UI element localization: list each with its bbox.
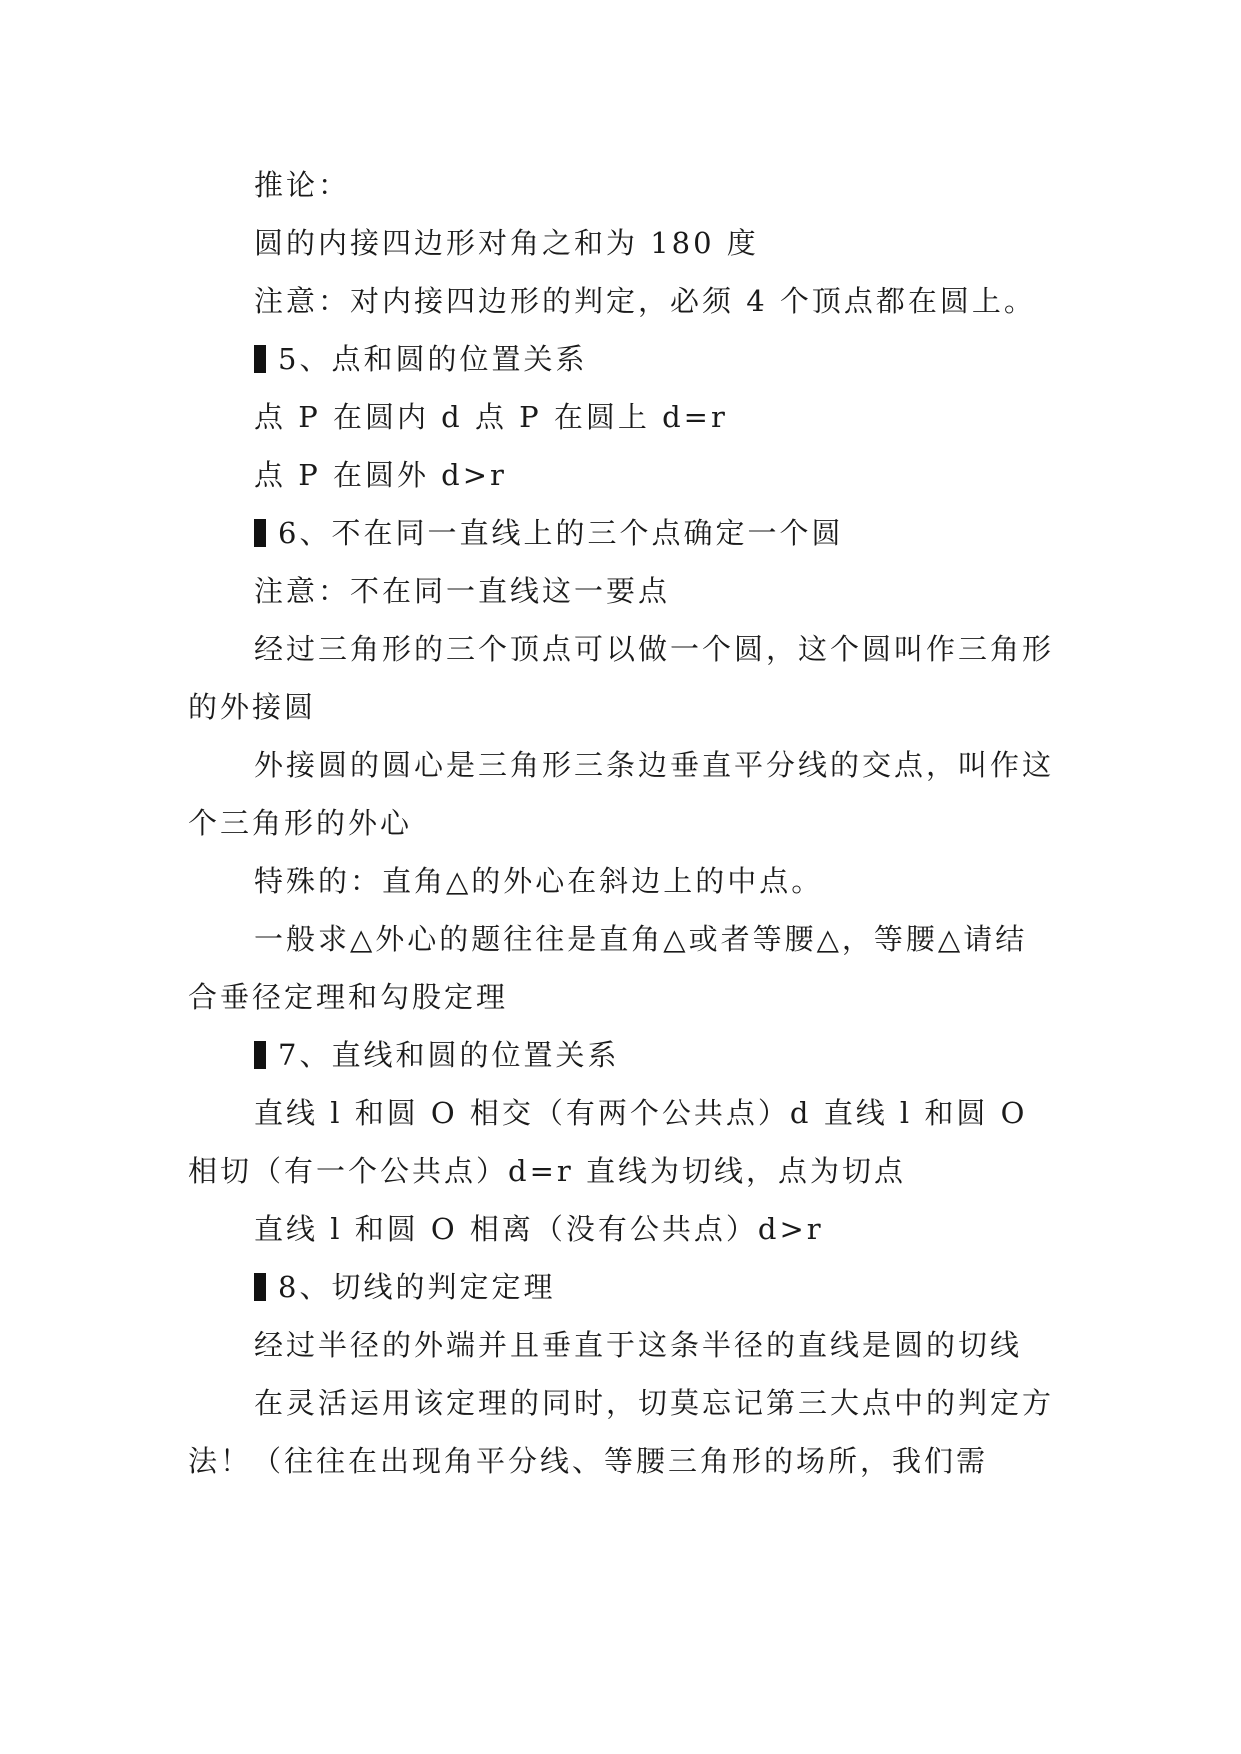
section-heading-text: 5、点和圆的位置关系 <box>278 342 588 376</box>
body-paragraph: 一般求△外心的题往往是直角△或者等腰△，等腰△请结合垂径定理和勾股定理 <box>188 922 1028 1014</box>
heading-marker-icon <box>254 345 266 373</box>
body-paragraph: 直线 l 和圆 O 相交（有两个公共点）d 直线 l 和圆 O 相切（有一个公共点）d=r 直线为切线，点为切点 <box>188 1096 1028 1188</box>
body-paragraph: 特殊的：直角△的外心在斜边上的中点。 <box>254 864 824 898</box>
body-paragraph: 经过半径的外端并且垂直于这条半径的直线是圆的切线 <box>254 1328 1023 1362</box>
heading-marker-icon <box>254 1041 266 1069</box>
body-paragraph: 经过三角形的三个顶点可以做一个圆，这个圆叫作三角形的外接圆 <box>188 632 1055 724</box>
document-body <box>188 156 1056 1490</box>
body-paragraph: 点 P 在圆外 d>r <box>254 458 507 492</box>
section-heading-text: 6、不在同一直线上的三个点确定一个圆 <box>278 516 844 550</box>
section-heading <box>188 1026 1056 1084</box>
body-paragraph: 注意：对内接四边形的判定，必须 4 个顶点都在圆上。 <box>254 284 1036 318</box>
section-heading-text: 7、直线和圆的位置关系 <box>278 1038 620 1072</box>
section-heading <box>188 504 1056 562</box>
body-paragraph: 外接圆的圆心是三角形三条边垂直平分线的交点，叫作这个三角形的外心 <box>188 748 1055 840</box>
body-paragraph: 注意：不在同一直线这一要点 <box>254 574 671 608</box>
body-paragraph: 圆的内接四边形对角之和为 180 度 <box>254 226 759 260</box>
body-paragraph: 在灵活运用该定理的同时，切莫忘记第三大点中的判定方法！（往往在出现角平分线、等腰三角形的场所，我们需 <box>188 1386 1055 1478</box>
section-heading-text: 8、切线的判定定理 <box>278 1270 556 1304</box>
section-heading <box>188 330 1056 388</box>
body-paragraph: 直线 l 和圆 O 相离（没有公共点）d>r <box>254 1212 824 1246</box>
body-paragraph: 点 P 在圆内 d 点 P 在圆上 d=r <box>254 400 728 434</box>
section-heading <box>188 1258 1056 1316</box>
body-paragraph: 推论： <box>254 168 351 202</box>
heading-marker-icon <box>254 1273 266 1301</box>
heading-marker-icon <box>254 519 266 547</box>
